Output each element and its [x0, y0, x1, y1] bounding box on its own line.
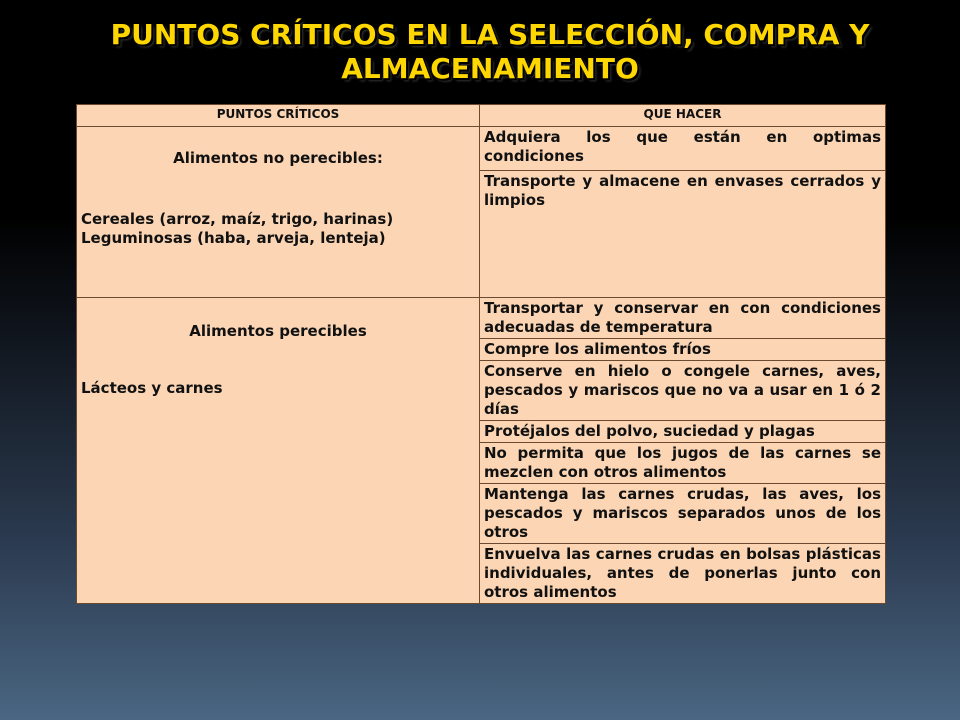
table-row	[77, 127, 886, 171]
action-cell: No permita que los jugos de las carnes se mezclen con otros alimentos	[480, 443, 886, 484]
item-label: Leguminosas (haba, arveja, lenteja)	[81, 229, 386, 247]
section-perishable-cell	[77, 298, 480, 604]
header-critical-points: PUNTOS CRÍTICOS	[77, 105, 480, 127]
action-cell: Compre los alimentos fríos	[480, 339, 886, 361]
action-cell: Transportar y conservar en con condiciones adecuadas de temperatura	[480, 298, 886, 339]
category-label: Alimentos perecibles	[189, 322, 367, 340]
item-label: Lácteos y carnes	[81, 379, 223, 397]
header-what-to-do: QUE HACER	[480, 105, 886, 127]
action-cell: Conserve en hielo o congele carnes, aves, pescados y mariscos que no va a usar en 1 ó 2 días	[480, 361, 886, 421]
table-header-row	[77, 105, 886, 127]
action-cell: Envuelva las carnes crudas en bolsas plásticas individuales, antes de ponerlas junto con otros alimentos	[480, 544, 886, 604]
category-label: Alimentos no perecibles:	[173, 149, 383, 167]
critical-points-table	[76, 104, 886, 604]
item-label: Cereales (arroz, maíz, trigo, harinas)	[81, 210, 394, 228]
action-cell: Adquiera los que están en optimas condiciones	[480, 127, 886, 171]
action-cell: Mantenga las carnes crudas, las aves, los pescados y mariscos separados unos de los otros	[480, 484, 886, 544]
action-cell: Protéjalos del polvo, suciedad y plagas	[480, 421, 886, 443]
section-nonperishable-cell	[77, 127, 480, 298]
slide-title: PUNTOS CRÍTICOS EN LA SELECCIÓN, COMPRA Y ALMACENAMIENTO	[110, 18, 870, 85]
action-cell: Transporte y almacene en envases cerrados y limpios	[480, 171, 886, 298]
table-row	[77, 298, 886, 339]
